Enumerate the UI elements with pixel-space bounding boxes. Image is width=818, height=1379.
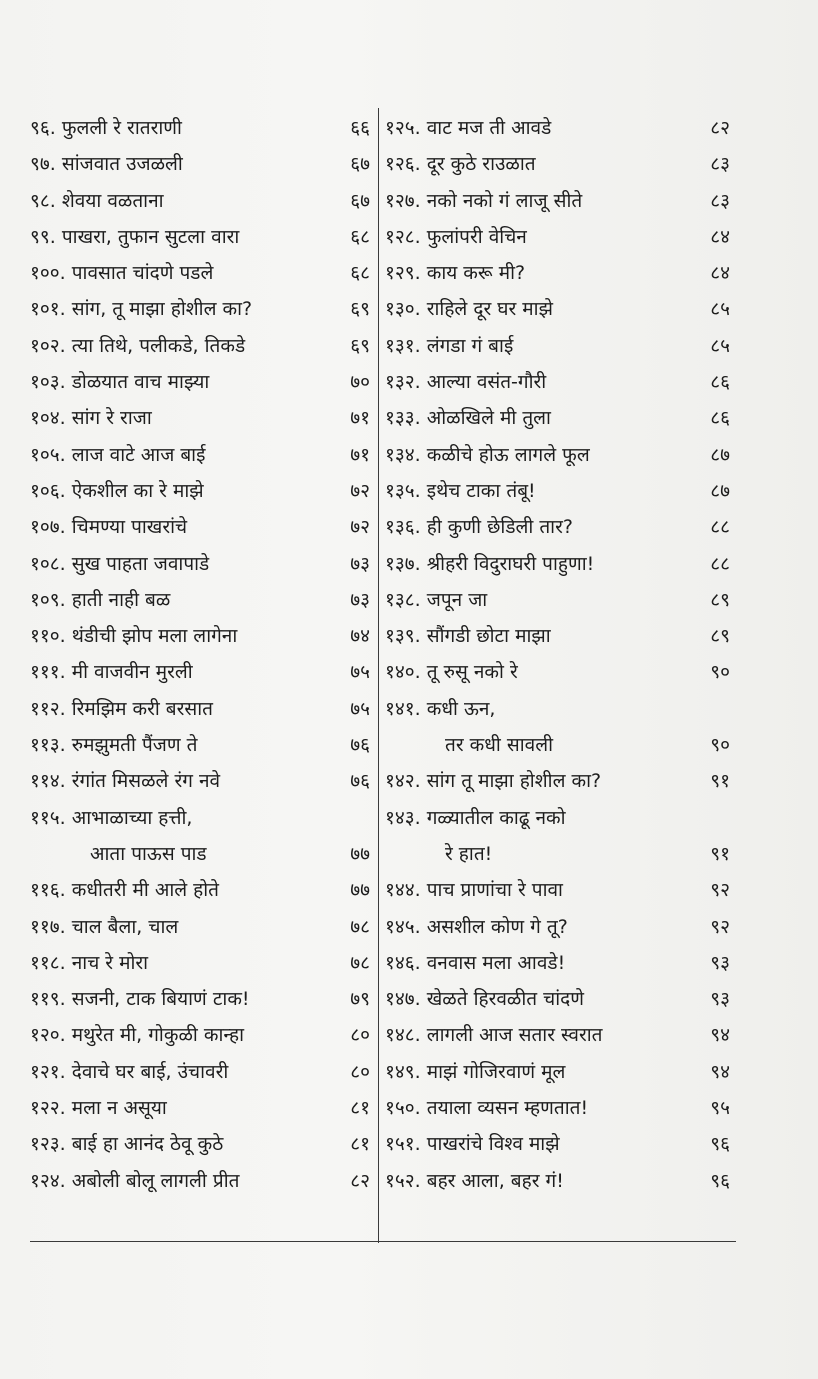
entry-page-number: ९३ bbox=[710, 951, 730, 974]
entry-number: १५१. bbox=[385, 1133, 421, 1156]
entry-number: ९६. bbox=[30, 117, 56, 139]
entry-page-number: ७५ bbox=[350, 697, 370, 720]
entry-title: असशील कोण गे तू? bbox=[426, 915, 568, 938]
entry-page-number: ७५ bbox=[350, 661, 370, 684]
entry-page-number: ८५ bbox=[710, 334, 730, 357]
toc-entry bbox=[385, 727, 730, 763]
entry-page-number: ९५ bbox=[710, 1097, 730, 1120]
entry-page-number: ८० bbox=[350, 1060, 370, 1083]
entry-page-number: ८४ bbox=[710, 262, 730, 285]
entry-number: १२४. bbox=[30, 1169, 66, 1192]
entry-page-number: ७८ bbox=[350, 951, 370, 974]
entry-number: १०५. bbox=[30, 443, 66, 466]
entry-number: १०९. bbox=[30, 588, 66, 611]
toc-entry bbox=[385, 255, 730, 291]
entry-number: १३०. bbox=[385, 298, 421, 321]
entry-page-number: ८९ bbox=[710, 625, 730, 648]
entry-title: थंडीची झोप मला लागेना bbox=[71, 625, 238, 648]
entry-title: कधी ऊन, bbox=[426, 697, 496, 720]
toc-entry bbox=[30, 1163, 370, 1199]
entry-title: सांग, तू माझा होशील का? bbox=[71, 298, 253, 321]
entry-page-number: ६७ bbox=[350, 153, 370, 176]
entry-number: १२२. bbox=[30, 1097, 66, 1120]
entry-page-number: ८३ bbox=[710, 189, 730, 212]
toc-entry bbox=[30, 437, 370, 473]
entry-page-number: ८८ bbox=[710, 516, 730, 539]
column-divider bbox=[378, 108, 379, 1243]
entry-page-number: ८७ bbox=[710, 479, 730, 502]
entry-title: सौंगडी छोटा माझा bbox=[426, 625, 551, 648]
entry-title: पाखरा, तुफान सुटला वारा bbox=[61, 225, 240, 248]
entry-title: मथुरेत मी, गोकुळी कान्हा bbox=[71, 1024, 245, 1047]
entry-page-number: ९६ bbox=[710, 1133, 730, 1156]
entry-title: डोळयात वाच माझ्या bbox=[71, 371, 210, 394]
entry-page-number: ८१ bbox=[350, 1133, 370, 1156]
entry-title: आल्या वसंत-गौरी bbox=[426, 371, 547, 394]
entry-number: १००. bbox=[30, 262, 66, 285]
toc-entry bbox=[30, 400, 370, 436]
entry-title: बाई हा आनंद ठेवू कुठे bbox=[71, 1133, 224, 1156]
entry-page-number: ८६ bbox=[710, 407, 730, 430]
toc-entry bbox=[30, 618, 370, 654]
entry-page-number: ७१ bbox=[350, 407, 370, 430]
entry-page-number: ८६ bbox=[710, 371, 730, 394]
entry-number: १२०. bbox=[30, 1024, 66, 1047]
entry-title: आभाळाच्या हत्ती, bbox=[71, 806, 193, 829]
toc-entry bbox=[30, 872, 370, 908]
toc-entry bbox=[385, 1054, 730, 1090]
entry-title: चाल बैला, चाल bbox=[71, 915, 179, 938]
entry-page-number: ६६ bbox=[350, 117, 370, 139]
toc-entry bbox=[30, 255, 370, 291]
entry-number: १११. bbox=[30, 661, 66, 684]
entry-title: नाच रे मोरा bbox=[71, 951, 149, 974]
entry-title: कळीचे होऊ लागले फूल bbox=[426, 443, 590, 466]
entry-title: श्रीहरी विदुराघरी पाहुणा! bbox=[426, 552, 595, 575]
toc-entry bbox=[385, 981, 730, 1017]
entry-number: १५२. bbox=[385, 1169, 421, 1192]
toc-right-column bbox=[385, 110, 730, 1199]
entry-page-number: ८० bbox=[350, 1024, 370, 1047]
entry-title: रिमझिम करी बरसात bbox=[71, 697, 214, 720]
toc-entry bbox=[30, 836, 370, 872]
entry-title: रंगांत मिसळले रंग नवे bbox=[71, 770, 221, 793]
entry-page-number: ८८ bbox=[710, 552, 730, 575]
toc-entry bbox=[385, 836, 730, 872]
entry-title: सांग रे राजा bbox=[71, 407, 152, 430]
entry-number: १२७. bbox=[385, 189, 421, 212]
entry-page-number: ७१ bbox=[350, 443, 370, 466]
entry-title: शेवया वळताना bbox=[61, 189, 164, 212]
entry-title: पाखरांचे विश्व माझे bbox=[426, 1133, 560, 1156]
entry-page-number: ७९ bbox=[350, 988, 370, 1011]
entry-title: वनवास मला आवडे! bbox=[426, 951, 566, 974]
toc-entry bbox=[385, 400, 730, 436]
toc-entry bbox=[30, 546, 370, 582]
entry-title: बहर आला, बहर गं! bbox=[426, 1169, 564, 1192]
toc-entry bbox=[385, 1090, 730, 1126]
bottom-rule bbox=[30, 1241, 736, 1242]
entry-title: फुलांपरी वेचिन bbox=[426, 225, 527, 248]
entry-number: ११८. bbox=[30, 951, 66, 974]
toc-entry bbox=[30, 328, 370, 364]
entry-number: ११९. bbox=[30, 988, 66, 1011]
entry-number: ११३. bbox=[30, 734, 66, 757]
toc-entry bbox=[385, 618, 730, 654]
entry-page-number: ६९ bbox=[350, 298, 370, 321]
entry-number: १०६. bbox=[30, 479, 66, 502]
toc-entry bbox=[385, 945, 730, 981]
toc-entry bbox=[30, 909, 370, 945]
entry-number: १४१. bbox=[385, 697, 421, 720]
entry-title: तयाला व्यसन म्हणतात! bbox=[426, 1097, 589, 1120]
toc-entry bbox=[30, 1054, 370, 1090]
entry-number: ११४. bbox=[30, 770, 66, 793]
toc-entry bbox=[30, 473, 370, 509]
entry-page-number: ७३ bbox=[350, 552, 370, 575]
toc-entry bbox=[385, 364, 730, 400]
toc-entry bbox=[385, 800, 730, 836]
entry-title: चिमण्या पाखरांचे bbox=[71, 516, 188, 539]
entry-page-number: ६८ bbox=[350, 225, 370, 248]
toc-entry bbox=[30, 291, 370, 327]
entry-page-number: ७७ bbox=[350, 879, 370, 902]
entry-number: १३८. bbox=[385, 588, 421, 611]
entry-title: आता पाऊस पाड bbox=[90, 842, 207, 865]
toc-entry bbox=[30, 509, 370, 545]
entry-page-number: ६७ bbox=[350, 189, 370, 212]
entry-page-number: ८४ bbox=[710, 225, 730, 248]
entry-title: माझं गोजिरवाणं मूल bbox=[426, 1060, 566, 1083]
toc-entry bbox=[385, 763, 730, 799]
entry-number: १२३. bbox=[30, 1133, 66, 1156]
entry-title: खेळते हिरवळीत चांदणे bbox=[426, 988, 584, 1011]
entry-page-number: ९६ bbox=[710, 1169, 730, 1192]
entry-title: रुमझुमती पैंजण ते bbox=[71, 734, 198, 757]
entry-title: फुलली रे रातराणी bbox=[61, 117, 182, 139]
entry-number: १४५. bbox=[385, 915, 421, 938]
entry-number: १४३. bbox=[385, 806, 421, 829]
toc-entry bbox=[30, 800, 370, 836]
entry-title: पावसात चांदणे पडले bbox=[71, 262, 214, 285]
entry-page-number: ९१ bbox=[710, 842, 730, 865]
toc-entry bbox=[385, 291, 730, 327]
entry-number: ९९. bbox=[30, 225, 56, 248]
toc-entry bbox=[30, 110, 370, 146]
entry-title: गळ्यातील काढू नको bbox=[426, 806, 566, 829]
entry-page-number: ६८ bbox=[350, 262, 370, 285]
entry-number: ११६. bbox=[30, 879, 66, 902]
entry-number: १४२. bbox=[385, 770, 421, 793]
entry-number: १२५. bbox=[385, 117, 421, 139]
entry-title: हाती नाही बळ bbox=[71, 588, 171, 611]
entry-number: १४६. bbox=[385, 951, 421, 974]
entry-page-number: ७४ bbox=[350, 625, 370, 648]
entry-title: सांजवात उजळली bbox=[61, 153, 183, 176]
toc-left-column bbox=[30, 110, 370, 1199]
entry-page-number: ९२ bbox=[710, 915, 730, 938]
toc-entry bbox=[30, 582, 370, 618]
entry-page-number: ९१ bbox=[710, 770, 730, 793]
entry-number: १३४. bbox=[385, 443, 421, 466]
entry-page-number: ७६ bbox=[350, 770, 370, 793]
entry-number: ११७. bbox=[30, 915, 66, 938]
entry-title: तर कधी सावली bbox=[445, 734, 554, 757]
entry-title: दूर कुठे राउळात bbox=[426, 153, 536, 176]
entry-number: १०३. bbox=[30, 371, 66, 394]
entry-number: १२६. bbox=[385, 153, 421, 176]
entry-page-number: ७६ bbox=[350, 734, 370, 757]
entry-title: त्या तिथे, पलीकडे, तिकडे bbox=[71, 334, 246, 357]
entry-page-number: ७२ bbox=[350, 479, 370, 502]
entry-title: ही कुणी छेडिली तार? bbox=[426, 516, 573, 539]
entry-number: १३५. bbox=[385, 479, 421, 502]
entry-page-number: ८२ bbox=[710, 117, 730, 139]
entry-page-number: ७२ bbox=[350, 516, 370, 539]
entry-page-number: ९२ bbox=[710, 879, 730, 902]
entry-title: मला न असूया bbox=[71, 1097, 167, 1120]
entry-number: १५०. bbox=[385, 1097, 421, 1120]
entry-title: सुख पाहता जवापाडे bbox=[71, 552, 210, 575]
entry-title: जपून जा bbox=[426, 588, 488, 611]
entry-number: ९८. bbox=[30, 189, 56, 212]
entry-number: ९७. bbox=[30, 153, 56, 176]
toc-entry bbox=[30, 219, 370, 255]
entry-number: १०४. bbox=[30, 407, 66, 430]
entry-number: १४८. bbox=[385, 1024, 421, 1047]
entry-number: १४७. bbox=[385, 988, 421, 1011]
entry-page-number: ९० bbox=[710, 734, 730, 757]
toc-entry bbox=[30, 1090, 370, 1126]
entry-title: रे हात! bbox=[445, 842, 493, 865]
entry-title: नको नको गं लाजू सीते bbox=[426, 189, 583, 212]
entry-number: ११२. bbox=[30, 697, 66, 720]
toc-entry bbox=[30, 1017, 370, 1053]
entry-title: काय करू मी? bbox=[426, 262, 526, 285]
entry-page-number: ७० bbox=[350, 371, 370, 394]
toc-entry bbox=[385, 219, 730, 255]
toc-entry bbox=[385, 110, 730, 146]
toc-entry bbox=[30, 727, 370, 763]
entry-title: वाट मज ती आवडे bbox=[426, 117, 552, 139]
entry-page-number: ९० bbox=[710, 661, 730, 684]
toc-entry bbox=[30, 654, 370, 690]
toc-entry bbox=[385, 546, 730, 582]
toc-entry bbox=[385, 509, 730, 545]
entry-number: १२९. bbox=[385, 262, 421, 285]
toc-entry bbox=[385, 1126, 730, 1162]
entry-number: १२८. bbox=[385, 225, 421, 248]
entry-title: इथेच टाका तंबू! bbox=[426, 479, 536, 502]
entry-number: १०१. bbox=[30, 298, 66, 321]
toc-entry bbox=[385, 654, 730, 690]
toc-entry bbox=[30, 691, 370, 727]
entry-number: १०८. bbox=[30, 552, 66, 575]
entry-page-number: ८२ bbox=[350, 1169, 370, 1192]
entry-title: सांग तू माझा होशील का? bbox=[426, 770, 602, 793]
entry-page-number: ७७ bbox=[350, 842, 370, 865]
entry-page-number: ८७ bbox=[710, 443, 730, 466]
toc-entry bbox=[385, 691, 730, 727]
entry-number: १३१. bbox=[385, 334, 421, 357]
entry-title: लाज वाटे आज बाई bbox=[71, 443, 206, 466]
entry-title: ओळखिले मी तुला bbox=[426, 407, 551, 430]
toc-entry bbox=[385, 1017, 730, 1053]
entry-title: लागली आज सतार स्वरात bbox=[426, 1024, 603, 1047]
toc-entry bbox=[385, 183, 730, 219]
entry-page-number: ७८ bbox=[350, 915, 370, 938]
toc-entry bbox=[30, 146, 370, 182]
entry-page-number: ९४ bbox=[710, 1024, 730, 1047]
entry-number: १४०. bbox=[385, 661, 421, 684]
entry-page-number: ८९ bbox=[710, 588, 730, 611]
toc-entry bbox=[385, 473, 730, 509]
toc-entry bbox=[30, 183, 370, 219]
entry-number: १३९. bbox=[385, 625, 421, 648]
entry-title: ऐकशील का रे माझे bbox=[71, 479, 204, 502]
entry-number: १०७. bbox=[30, 516, 66, 539]
entry-page-number: ८३ bbox=[710, 153, 730, 176]
entry-number: १४९. bbox=[385, 1060, 421, 1083]
toc-entry bbox=[385, 437, 730, 473]
toc-entry bbox=[30, 945, 370, 981]
entry-number: १३३. bbox=[385, 407, 421, 430]
entry-page-number: ८५ bbox=[710, 298, 730, 321]
entry-number: १३७. bbox=[385, 552, 421, 575]
entry-number: १३६. bbox=[385, 516, 421, 539]
entry-title: कधीतरी मी आले होते bbox=[71, 879, 219, 902]
toc-entry bbox=[30, 364, 370, 400]
entry-page-number: ६९ bbox=[350, 334, 370, 357]
entry-title: पाच प्राणांचा रे पावा bbox=[426, 879, 563, 902]
toc-entry bbox=[30, 763, 370, 799]
entry-title: देवाचे घर बाई, उंचावरी bbox=[71, 1060, 229, 1083]
toc-entry bbox=[385, 872, 730, 908]
toc-entry bbox=[385, 909, 730, 945]
entry-page-number: ९४ bbox=[710, 1060, 730, 1083]
entry-number: १०२. bbox=[30, 334, 66, 357]
toc-entry bbox=[385, 328, 730, 364]
entry-number: १२१. bbox=[30, 1060, 66, 1083]
toc-entry bbox=[385, 1163, 730, 1199]
entry-number: ११०. bbox=[30, 625, 66, 648]
entry-title: मी वाजवीन मुरली bbox=[71, 661, 193, 684]
entry-title: राहिले दूर घर माझे bbox=[426, 298, 553, 321]
entry-page-number: ७३ bbox=[350, 588, 370, 611]
toc-entry bbox=[385, 146, 730, 182]
entry-title: तू रुसू नको रे bbox=[426, 661, 518, 684]
toc-entry bbox=[30, 981, 370, 1017]
entry-number: ११५. bbox=[30, 806, 66, 829]
entry-title: अबोली बोलू लागली प्रीत bbox=[71, 1169, 240, 1192]
entry-title: लंगडा गं बाई bbox=[426, 334, 514, 357]
entry-number: १३२. bbox=[385, 371, 421, 394]
entry-page-number: ९३ bbox=[710, 988, 730, 1011]
entry-title: सजनी, टाक बियाणं टाक! bbox=[71, 988, 250, 1011]
entry-page-number: ८१ bbox=[350, 1097, 370, 1120]
toc-entry bbox=[30, 1126, 370, 1162]
entry-number: १४४. bbox=[385, 879, 421, 902]
toc-entry bbox=[385, 582, 730, 618]
